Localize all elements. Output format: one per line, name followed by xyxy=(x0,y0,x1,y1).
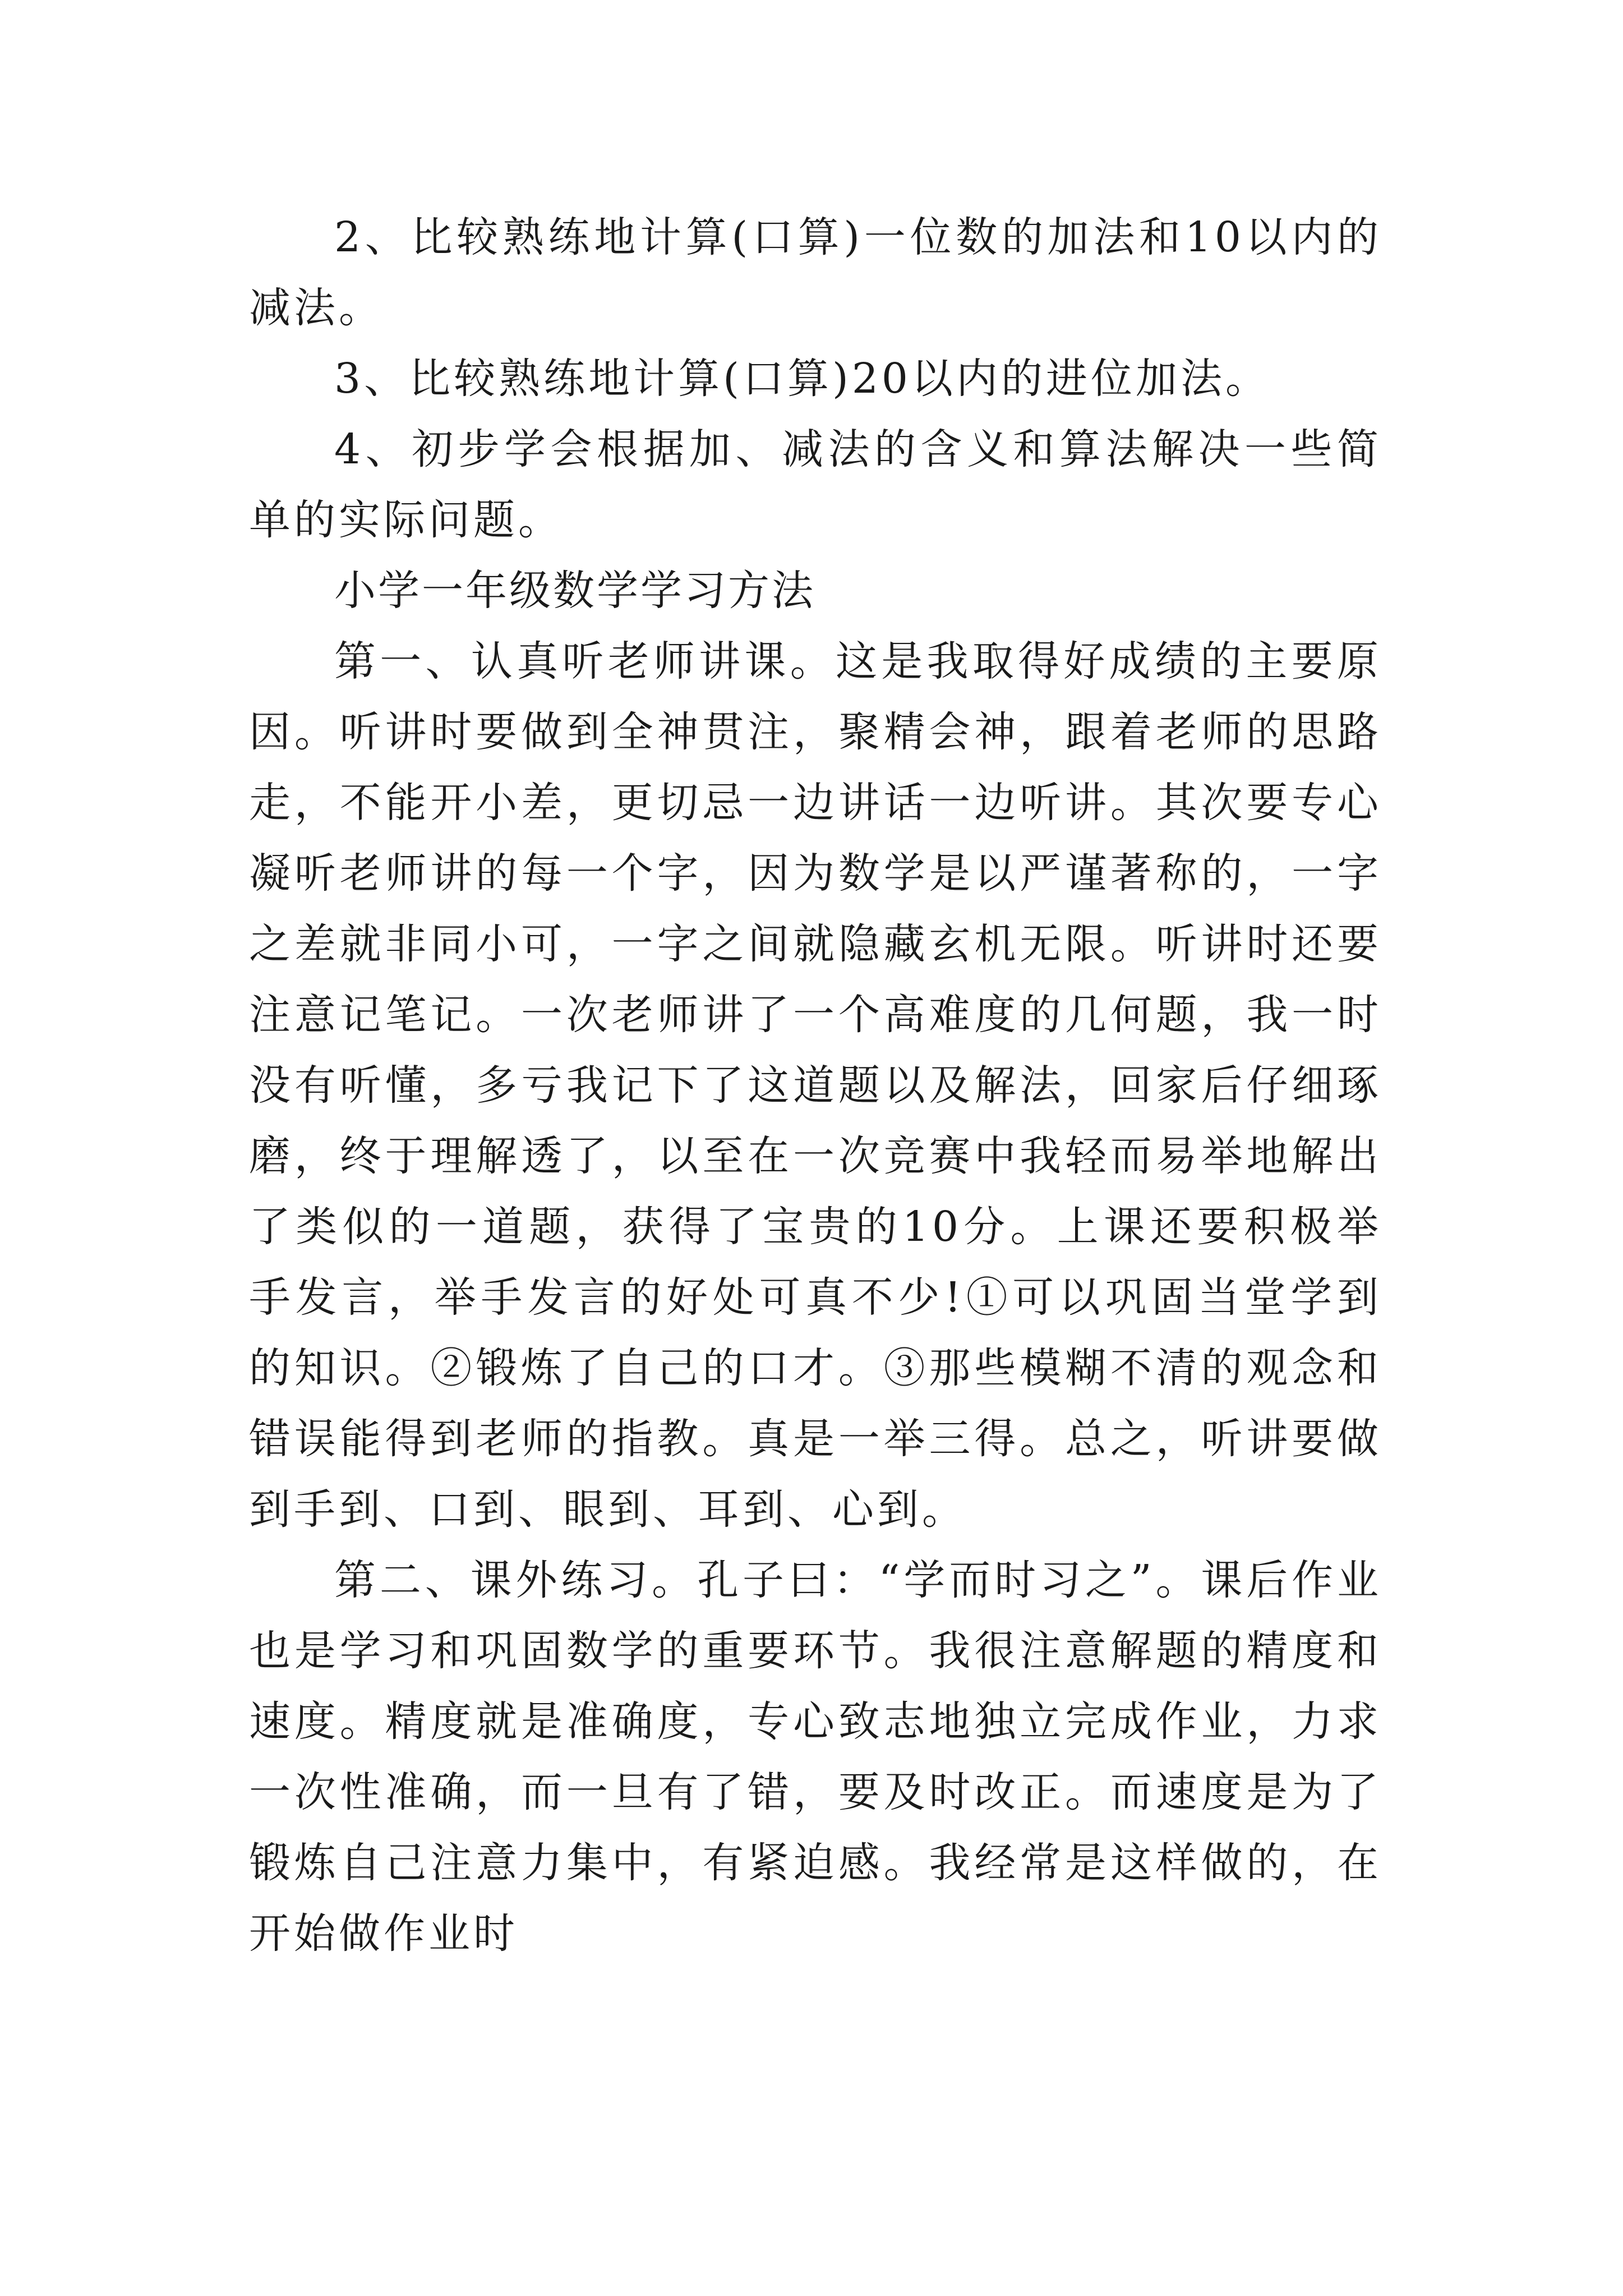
paragraph-item-3: 3、比较熟练地计算(口算)20以内的进位加法。 xyxy=(334,355,1270,403)
document-body xyxy=(249,202,1382,1969)
paragraph-first-method: 第一、认真听老师讲课。这是我取得好成绩的主要原因。听讲时要做到全神贯注，聚精会神，跟着老师的思路走，不能开小差，更切忌一边讲话一边听讲。其次要专心凝听老师讲的每一个字，因为数学是以严谨著称的，一字之差就非同小可，一字之间就隐藏玄机无限。听讲时还要注意记笔记。一次老师讲了一个高难度的几何题，我一时没有听懂，多亏我记下了这道题以及解法，回家后仔细琢磨，终于理解透了，以至在一次竞赛中我轻而易举地解出了类似的一道题，获得了宝贵的10分。上课还要积极举手发言，举手发言的好处可真不少!①可以巩固当堂学到的知识。②锻炼了自己的口才。③那些模糊不清的观念和错误能得到老师的指教。真是一举三得。总之，听讲要做到手到、口到、眼到、耳到、心到。 xyxy=(249,637,1382,1534)
paragraph-item-2: 2、比较熟练地计算(口算)一位数的加法和10以内的减法。 xyxy=(249,213,1382,332)
section-heading: 小学一年级数学学习方法 xyxy=(334,567,815,615)
paragraph-item-4: 4、初步学会根据加、减法的含义和算法解决一些简单的实际问题。 xyxy=(249,425,1382,544)
paragraph-second-method: 第二、课外练习。孔子曰：“学而时习之”。课后作业也是学习和巩固数学的重要环节。我很注意解题的精度和速度。精度就是准确度，专心致志地独立完成作业，力求一次性准确，而一旦有了错，要及时改正。而速度是为了锻炼自己注意力集中，有紧迫感。我经常是这样做的，在开始做作业时 xyxy=(249,1556,1382,1958)
